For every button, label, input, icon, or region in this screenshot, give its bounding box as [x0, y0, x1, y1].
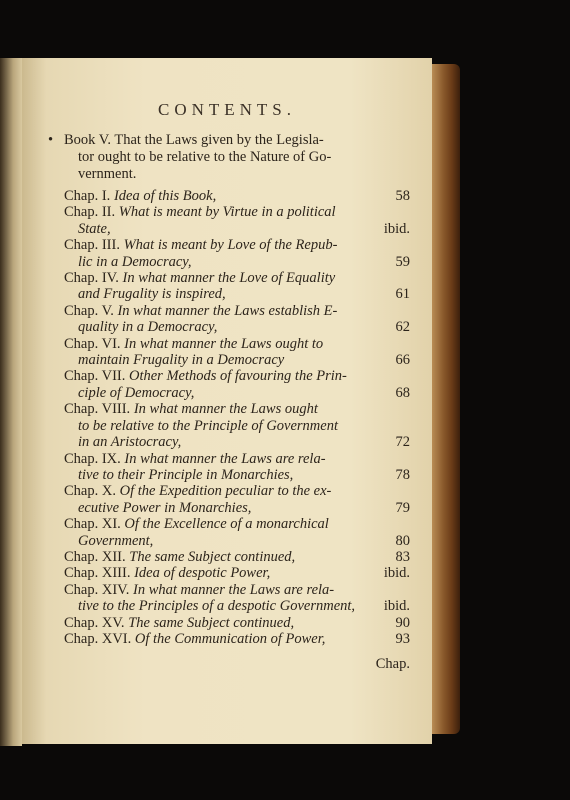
chapter-entry [64, 631, 410, 647]
page-number: ibid. [383, 220, 410, 237]
chapter-title: Idea of despotic Power, [134, 565, 271, 582]
chapter-entry [64, 516, 410, 549]
chapter-title: State, [78, 220, 111, 237]
page-number: ibid. [383, 565, 410, 582]
chapter-line [64, 385, 410, 401]
chapter-line [64, 237, 410, 253]
chapter-line [64, 549, 410, 565]
chapter-line [64, 368, 410, 384]
page-number: 80 [395, 532, 410, 549]
chapter-line [64, 254, 410, 270]
chapter-line [64, 483, 410, 499]
chapter-line [64, 516, 410, 532]
chapter-number: Chap. III. [64, 237, 120, 254]
chapter-line [64, 631, 410, 647]
page-number: 72 [395, 434, 410, 451]
page-number: 58 [395, 188, 410, 204]
chapter-title: Of the Communication of Power, [134, 630, 326, 647]
page-number: 62 [395, 319, 410, 336]
chapter-entry [64, 188, 410, 204]
chapter-title: What is meant by Virtue in a political [118, 204, 336, 221]
chapter-number: Chap. IX. [64, 450, 121, 467]
catchword: Chap. [375, 656, 410, 672]
book-page [22, 58, 432, 744]
chapter-title: Of the Expedition peculiar to the ex- [119, 483, 332, 500]
facing-page-edge [0, 58, 22, 746]
chapter-title: maintain Frugality in a Democracy [78, 352, 285, 369]
chapter-title: in an Aristocracy, [78, 434, 182, 451]
chapter-entry [64, 549, 410, 565]
page-title: CONTENTS. [157, 100, 297, 119]
chapter-list [64, 188, 410, 647]
chapter-entry [64, 565, 410, 581]
chapter-title: In what manner the Laws ought to [124, 335, 324, 352]
chapter-entry [64, 368, 410, 401]
chapter-number: Chap. IV. [64, 270, 119, 287]
page-number: 79 [395, 499, 410, 516]
chapter-entry [64, 451, 410, 484]
chapter-line [64, 434, 410, 450]
chapter-entry [64, 483, 410, 516]
chapter-number: Chap. XI. [64, 516, 121, 533]
book-heading-line: Book V. That the Laws given by the Legisla- [64, 132, 324, 148]
chapter-title: Of the Excellence of a monarchical [124, 516, 329, 533]
chapter-number: Chap. XVI. [64, 630, 132, 647]
page-number: 90 [395, 614, 410, 631]
chapter-number: Chap. I. [64, 188, 111, 204]
chapter-title: Government, [78, 532, 154, 549]
chapter-line [64, 467, 410, 483]
chapter-title: The same Subject continued, [128, 614, 295, 631]
page-number: 78 [395, 466, 410, 483]
chapter-line [64, 533, 410, 549]
page-number: 83 [395, 548, 410, 565]
chapter-title: In what manner the Laws are rela- [133, 581, 335, 598]
chapter-number: Chap. XV. [64, 614, 125, 631]
chapter-line [64, 418, 410, 434]
chapter-entry [64, 582, 410, 615]
bullet-marker: • [48, 132, 54, 148]
page-number: 68 [395, 384, 410, 401]
book-heading-line: vernment. [78, 166, 137, 182]
chapter-line [64, 188, 410, 204]
chapter-line [64, 204, 410, 220]
chapter-line [64, 319, 410, 335]
chapter-entry [64, 615, 410, 631]
chapter-line [64, 565, 410, 581]
page-number: 66 [395, 352, 410, 369]
chapter-title: tive to the Principles of a despotic Government, [78, 598, 356, 615]
chapter-title: and Frugality is inspired, [78, 286, 226, 303]
page-number: ibid. [383, 598, 410, 615]
chapter-title: What is meant by Love of the Repub- [123, 237, 338, 254]
chapter-number: Chap. VII. [64, 368, 126, 385]
chapter-number: Chap. XIV. [64, 581, 130, 598]
chapter-title: ecutive Power in Monarchies, [78, 499, 252, 516]
chapter-title: In what manner the Laws ought [133, 401, 318, 418]
chapter-title: Idea of this Book, [113, 188, 217, 204]
chapter-line [64, 352, 410, 368]
chapter-title: Other Methods of favouring the Prin- [128, 368, 347, 385]
chapter-line [64, 286, 410, 302]
chapter-entry [64, 270, 410, 303]
chapter-line [64, 451, 410, 467]
chapter-entry [64, 401, 410, 450]
chapter-line [64, 598, 410, 614]
page-number: 61 [395, 286, 410, 303]
chapter-title: In what manner the Laws establish E- [117, 302, 338, 319]
chapter-number: Chap. V. [64, 302, 114, 319]
chapter-entry [64, 303, 410, 336]
chapter-line [64, 270, 410, 286]
book-heading [48, 132, 406, 183]
page-number: 93 [395, 630, 410, 647]
chapter-number: Chap. X. [64, 483, 116, 500]
chapter-line [64, 582, 410, 598]
chapter-entry [64, 204, 410, 237]
chapter-line [64, 401, 410, 417]
chapter-entry [64, 336, 410, 369]
book-heading-line: tor ought to be relative to the Nature of Go- [78, 149, 332, 165]
chapter-title: In what manner the Laws are rela- [124, 450, 326, 467]
chapter-number: Chap. II. [64, 204, 116, 221]
chapter-entry [64, 237, 410, 270]
chapter-line [64, 221, 410, 237]
chapter-title: to be relative to the Principle of Government [78, 417, 338, 434]
chapter-title: tive to their Principle in Monarchies, [78, 466, 294, 483]
chapter-title: quality in a Democracy, [78, 319, 218, 336]
chapter-number: Chap. XIII. [64, 565, 131, 582]
chapter-line [64, 303, 410, 319]
chapter-line [64, 336, 410, 352]
book-cover-edge [432, 64, 460, 734]
chapter-line [64, 500, 410, 516]
chapter-number: Chap. VIII. [64, 401, 131, 418]
chapter-line [64, 615, 410, 631]
chapter-title: In what manner the Love of Equality [122, 270, 336, 287]
chapter-number: Chap. XII. [64, 548, 126, 565]
page-number: 59 [395, 253, 410, 270]
chapter-title: ciple of Democracy, [78, 384, 195, 401]
chapter-title: lic in a Democracy, [78, 253, 192, 270]
chapter-number: Chap. VI. [64, 335, 121, 352]
chapter-title: The same Subject continued, [129, 548, 296, 565]
